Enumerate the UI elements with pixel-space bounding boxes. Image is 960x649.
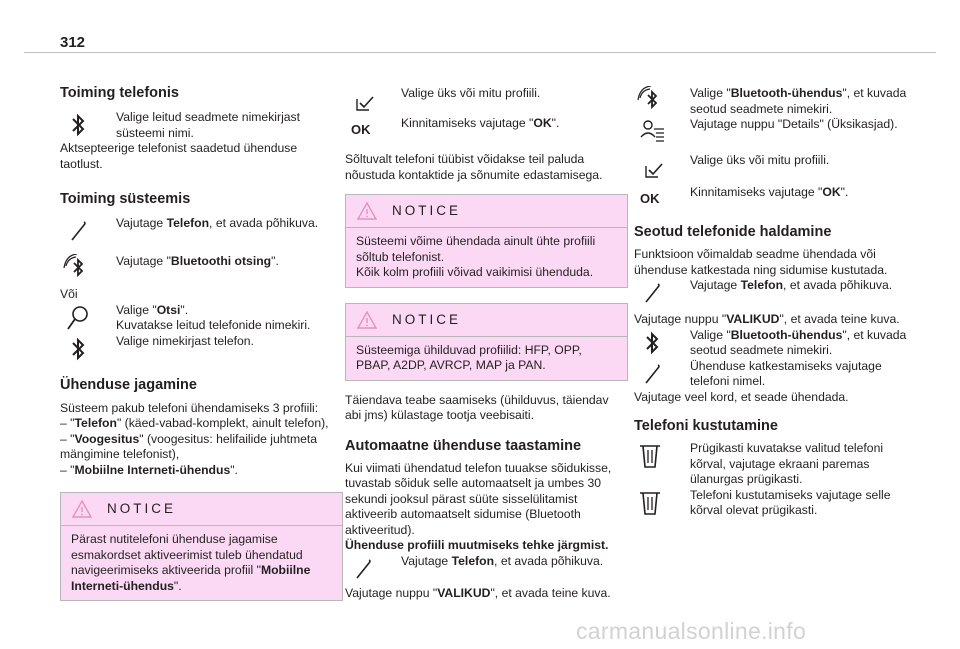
- finger-press-icon: [345, 554, 381, 584]
- trash-icon: [634, 441, 670, 471]
- step-bluetooth-search: Vajutage "Bluetoothi otsing".: [60, 254, 343, 284]
- ok-icon: OK: [640, 191, 660, 206]
- step-select-phone: Valige nimekirjast telefon.: [60, 334, 343, 364]
- step-details: Vajutage nuppu "Details" (Üksikasjad).: [634, 117, 917, 147]
- contact-details-icon: [634, 117, 670, 147]
- section-title-toiming-telefonis: Toiming telefonis: [60, 85, 179, 101]
- finger-press-icon: [634, 359, 670, 389]
- section-title-toiming-susteemis: Toiming süsteemis: [60, 191, 191, 207]
- step-ok: OK Kinnitamiseks vajutage "OK".: [634, 185, 917, 215]
- warning-icon: [71, 499, 93, 519]
- step-trash-delete: Telefoni kustutamiseks vajutage selle kõrval olevat prügikasti.: [634, 488, 917, 519]
- notice-box: NOTICE Süsteemi võime ühendada ainult ühte profiili sõltub telefonist. Kõik kolm profiili võivad vaikimisi ühenduda.: [345, 194, 628, 288]
- header-divider: [24, 52, 936, 53]
- finger-press-icon: [634, 278, 670, 308]
- checkbox-check-icon: [634, 153, 670, 183]
- bluetooth-icon: [60, 334, 96, 364]
- paragraph-accept: Aktsepteerige telefonist saadetud ühenduse taotlust.: [60, 141, 298, 171]
- or-label: Või: [60, 287, 78, 301]
- step-press-telefon: Vajutage Telefon, et avada põhikuva.: [60, 216, 343, 246]
- warning-icon: [356, 201, 378, 221]
- bluetooth-icon: [60, 110, 96, 140]
- step-trash-shown: Prügikasti kuvatakse valitud telefoni kõrval, vajutage ekraani paremas ülanurgas prügikasti.: [634, 441, 917, 488]
- section-title-uhenduse-jagamine: Ühenduse jagamine: [60, 376, 197, 393]
- search-icon: [60, 303, 96, 333]
- step-select-profile: Valige üks või mitu profiili.: [634, 153, 917, 183]
- notice-title: NOTICE: [107, 501, 177, 516]
- column-2: Valige üks või mitu profiili. OK Kinnitamiseks vajutage "OK". Sõltuvalt telefoni tüübist võidakse teil paluda nõustuda kontaktide ja sõnumite edastamisega. NOTICE Süsteemi võime ühendada ainult ühte profiili sõltub telefonist. Kõik kolm profiili võivad vaikimisi ühenduda. NOTICE Süsteemiga ühilduvad profiilid: HFP, OPP, PBAP, A2DP, AVRCP, MAP ja PAN. Täiendava teabe saamiseks (ühilduvus, täiendav abi jms) külastage tootja veebisaiti. Automaatne ühenduse taastamine Kui viimati ühendatud telefon tuuakse sõidukisse, tuvastab sõiduk selle automaatselt ja umbes 30 sekundi jooksul pärast süüte sisselülitamist aktiveerib automaatselt sidumise (Bluetooth aktiveeritud). Ühenduse profiili muutmiseks tehke järgmist. Vajutage Telefon, et avada põhikuva. Vajutage nuppu "VALIKUD", et avada teine kuva.: [345, 80, 628, 601]
- warning-icon: [356, 310, 378, 330]
- finger-press-icon: [60, 216, 96, 246]
- section-title-seotud: Seotud telefonide haldamine: [634, 224, 832, 240]
- watermark: carmanualsonline.info: [576, 618, 807, 644]
- step-bluetooth-connection: Valige "Bluetooth-ühendus", et kuvada seotud seadmete nimekiri.: [634, 328, 917, 359]
- step-bluetooth-connection: Valige "Bluetooth-ühendus", et kuvada seotud seadmete nimekiri.: [634, 86, 917, 117]
- notice-box: NOTICE Süsteemiga ühilduvad profiilid: HFP, OPP, PBAP, A2DP, AVRCP, MAP ja PAN.: [345, 303, 628, 381]
- notice-title: NOTICE: [392, 311, 462, 327]
- step-disconnect: Ühenduse katkestamiseks vajutage telefoni nimel.: [634, 359, 917, 390]
- step-select-profile: Valige üks või mitu profiili.: [345, 86, 628, 116]
- column-3: Valige "Bluetooth-ühendus", et kuvada seotud seadmete nimekiri. Vajutage nuppu "Details" (Üksikasjad). Valige üks või mitu profiili. OK Kinnitamiseks vajutage "OK". Seotud telefonide haldamine Funktsioon võimaldab seadme ühendada või ühenduse katkestada ning sidumise kustutada. Vajutage Telefon, et avada põhikuva. Vajutage nuppu "VALIKUD", et avada teine kuva. Valige "Bluetooth-ühendus", et kuvada seotud seadmete nimekiri. Ühenduse katkestamiseks vajutage telefoni nimel. Vajutage veel kord, et seade ühendada. Telefoni kustutamine Prügikasti kuvatakse valitud telefoni kõrval, vajutage ekraani paremas ülanurgas prügikasti. Telefoni kustutamiseks vajutage selle kõrval olevat prügikasti.: [634, 80, 917, 519]
- bluetooth-search-icon: [60, 254, 96, 284]
- step-select-system: Valige leitud seadmete nimekirjast süsteemi nimi.: [60, 110, 343, 141]
- column-1: Toiming telefonis Valige leitud seadmete nimekirjast süsteemi nimi. Aktsepteerige telefonist saadetud ühenduse taotlust. Toiming süsteemis Vajutage Telefon, et avada põhikuva. Vajutage "Bluetoothi otsing". Või Valige "Otsi". Kuvatakse leitud telefonide nimekiri. Valige nimekirjast telefon. Ühenduse jagamine Süsteem pakub telefoni ühendamiseks 3 profiili: – "Telefon" (käed-vabad-komplekt, ainult telefon), – "Voogesitus" (voogesitus: helifailide juhtmeta mängimine telefonist), – "Mobiilne Interneti-ühendus". NOTICE Pärast nutitelefoni ühenduse jagamise esmakordset aktiveerimist tuleb ühendatud navigeerimiseks aktiveerida profiil "Mobiilne Interneti-ühendus".: [60, 80, 343, 601]
- step-ok: OK Kinnitamiseks vajutage "OK".: [345, 116, 628, 146]
- bluetooth-icon: [634, 328, 670, 358]
- step-otsi: Valige "Otsi". Kuvatakse leitud telefonide nimekiri.: [60, 303, 343, 334]
- section-title-automaatne: Automaatne ühenduse taastamine: [345, 437, 582, 454]
- step-press-telefon: Vajutage Telefon, et avada põhikuva.: [345, 554, 628, 584]
- profile-voogesitus: – "Voogesitus" (voogesitus: helifailide juhtmeta mängimine telefonist),: [60, 431, 318, 461]
- ok-icon: OK: [351, 122, 371, 137]
- step-press-telefon: Vajutage Telefon, et avada põhikuva.: [634, 278, 917, 308]
- bluetooth-search-icon: [634, 86, 670, 116]
- trash-icon: [634, 488, 670, 518]
- section-title-telefoni-kustutamine: Telefoni kustutamine: [634, 418, 778, 434]
- checkbox-check-icon: [345, 86, 381, 116]
- notice-title: NOTICE: [392, 203, 462, 218]
- notice-box: NOTICE Pärast nutitelefoni ühenduse jagamise esmakordset aktiveerimist tuleb ühendatud navigeerimiseks aktiveerida profiil "Mobiilne Interneti-ühendus".: [60, 492, 343, 601]
- profile-telefon: – "Telefon" (käed-vabad-komplekt, ainult telefon),: [60, 416, 329, 430]
- page-number: 312: [60, 34, 86, 51]
- profile-mobiilne: – "Mobiilne Interneti-ühendus".: [60, 462, 238, 477]
